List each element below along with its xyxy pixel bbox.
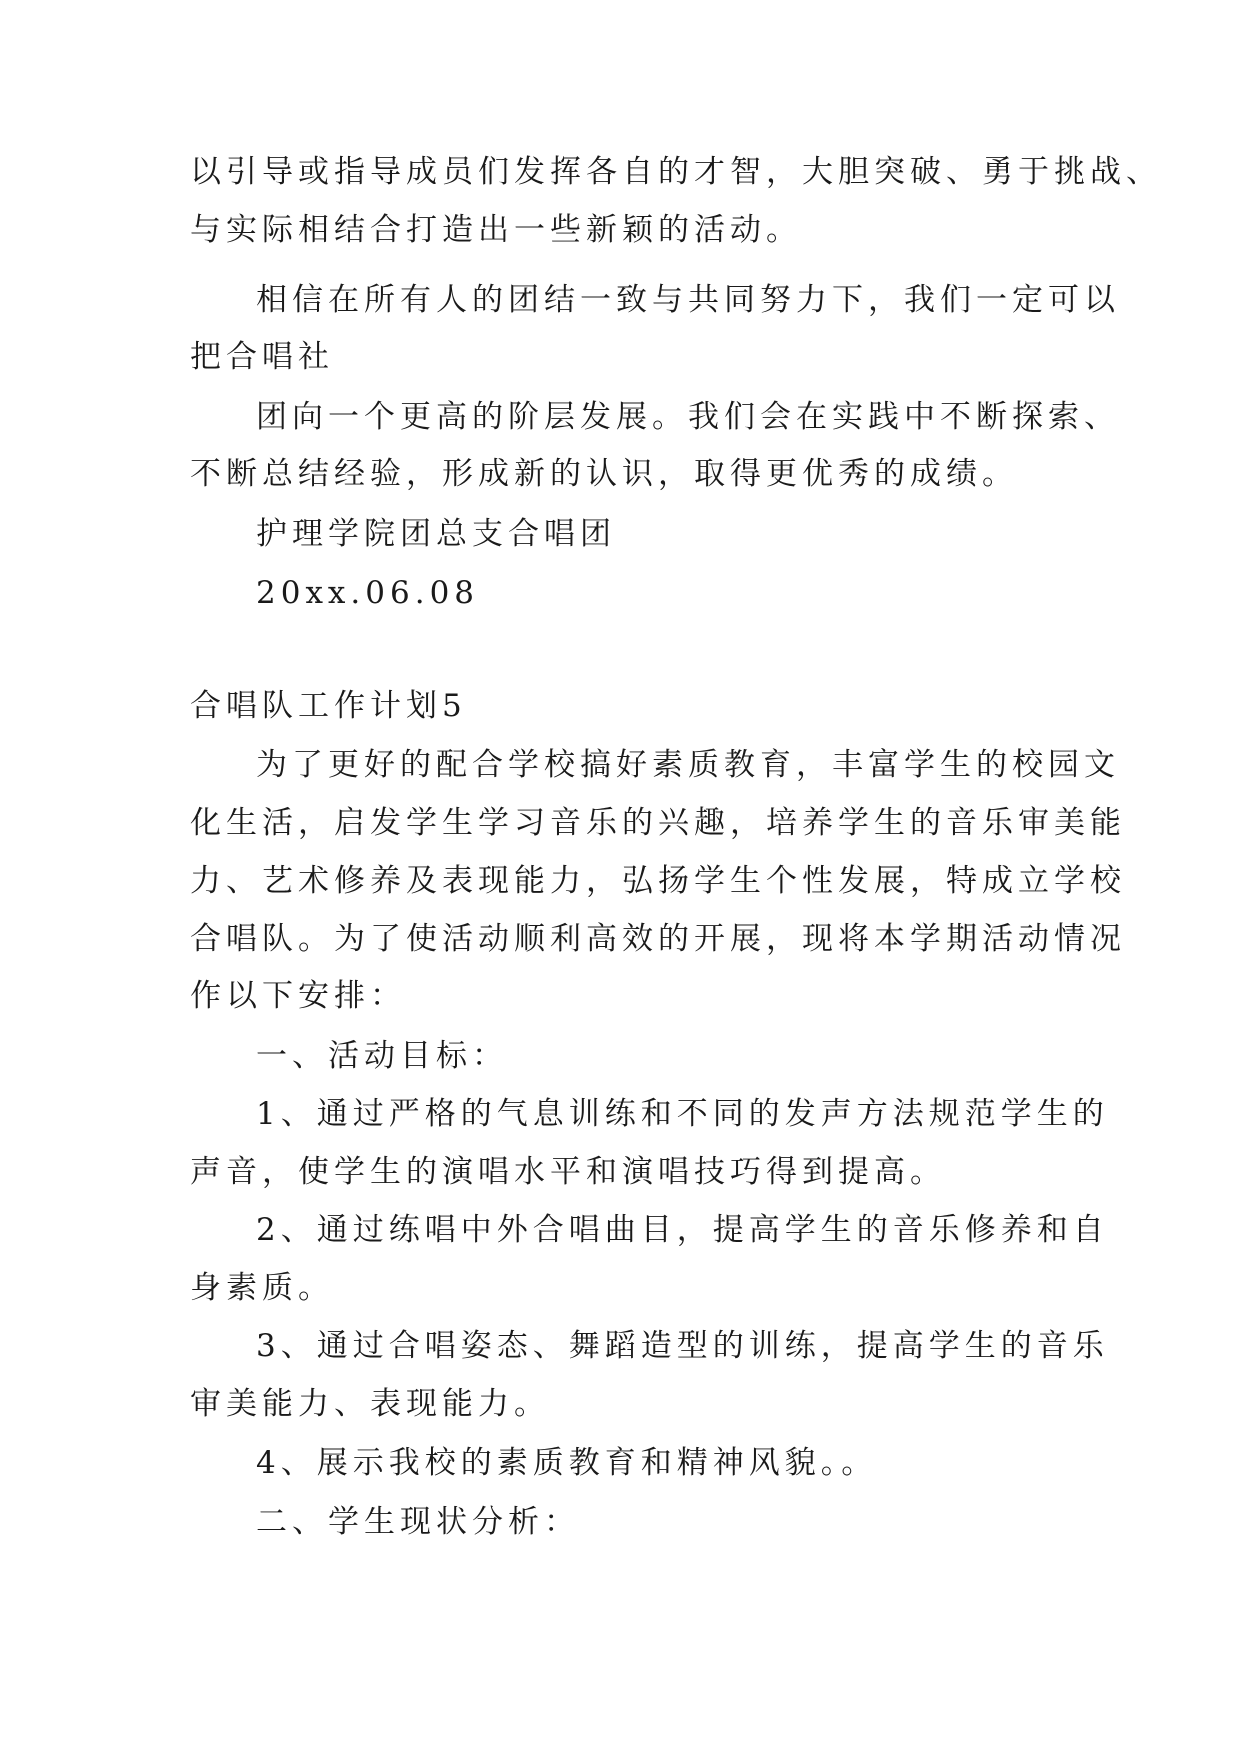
heading-line: 一、活动目标： <box>256 1038 508 1074</box>
paragraph-line: 力、艺术修养及表现能力，弘扬学生个性发展，特成立学校 <box>190 863 1126 899</box>
list-item-line: 4、展示我校的素质教育和精神风貌。。 <box>256 1445 878 1481</box>
list-item-line: 1、通过严格的气息训练和不同的发声方法规范学生的 <box>256 1096 1109 1132</box>
paragraph-line: 相信在所有人的团结一致与共同努力下，我们一定可以 <box>256 282 1120 318</box>
section-title: 合唱队工作计划5 <box>190 688 467 724</box>
paragraph-line: 身素质。 <box>190 1270 334 1306</box>
signature-line: 护理学院团总支合唱团 <box>256 516 616 552</box>
list-item-line: 2、通过练唱中外合唱曲目，提高学生的音乐修养和自 <box>256 1212 1109 1248</box>
paragraph-line: 合唱队。为了使活动顺利高效的开展，现将本学期活动情况 <box>190 921 1126 957</box>
heading-line: 二、学生现状分析： <box>256 1504 580 1540</box>
paragraph-line: 作以下安排： <box>190 978 406 1014</box>
paragraph-line: 声音，使学生的演唱水平和演唱技巧得到提高。 <box>190 1154 946 1190</box>
paragraph-line: 团向一个更高的阶层发展。我们会在实践中不断探索、 <box>256 399 1120 435</box>
paragraph-line: 化生活，启发学生学习音乐的兴趣，培养学生的音乐审美能 <box>190 805 1126 841</box>
paragraph-line: 与实际相结合打造出一些新颖的活动。 <box>190 212 802 248</box>
paragraph-line: 为了更好的配合学校搞好素质教育，丰富学生的校园文 <box>256 747 1120 783</box>
paragraph-line: 以引导或指导成员们发挥各自的才智，大胆突破、勇于挑战、 <box>190 154 1162 190</box>
paragraph-line: 把合唱社 <box>190 339 334 375</box>
list-item-line: 3、通过合唱姿态、舞蹈造型的训练，提高学生的音乐 <box>256 1328 1109 1364</box>
paragraph-line: 不断总结经验，形成新的认识，取得更优秀的成绩。 <box>190 456 1018 492</box>
date-line: 20xx.06.08 <box>256 575 480 611</box>
paragraph-line: 审美能力、表现能力。 <box>190 1386 550 1422</box>
